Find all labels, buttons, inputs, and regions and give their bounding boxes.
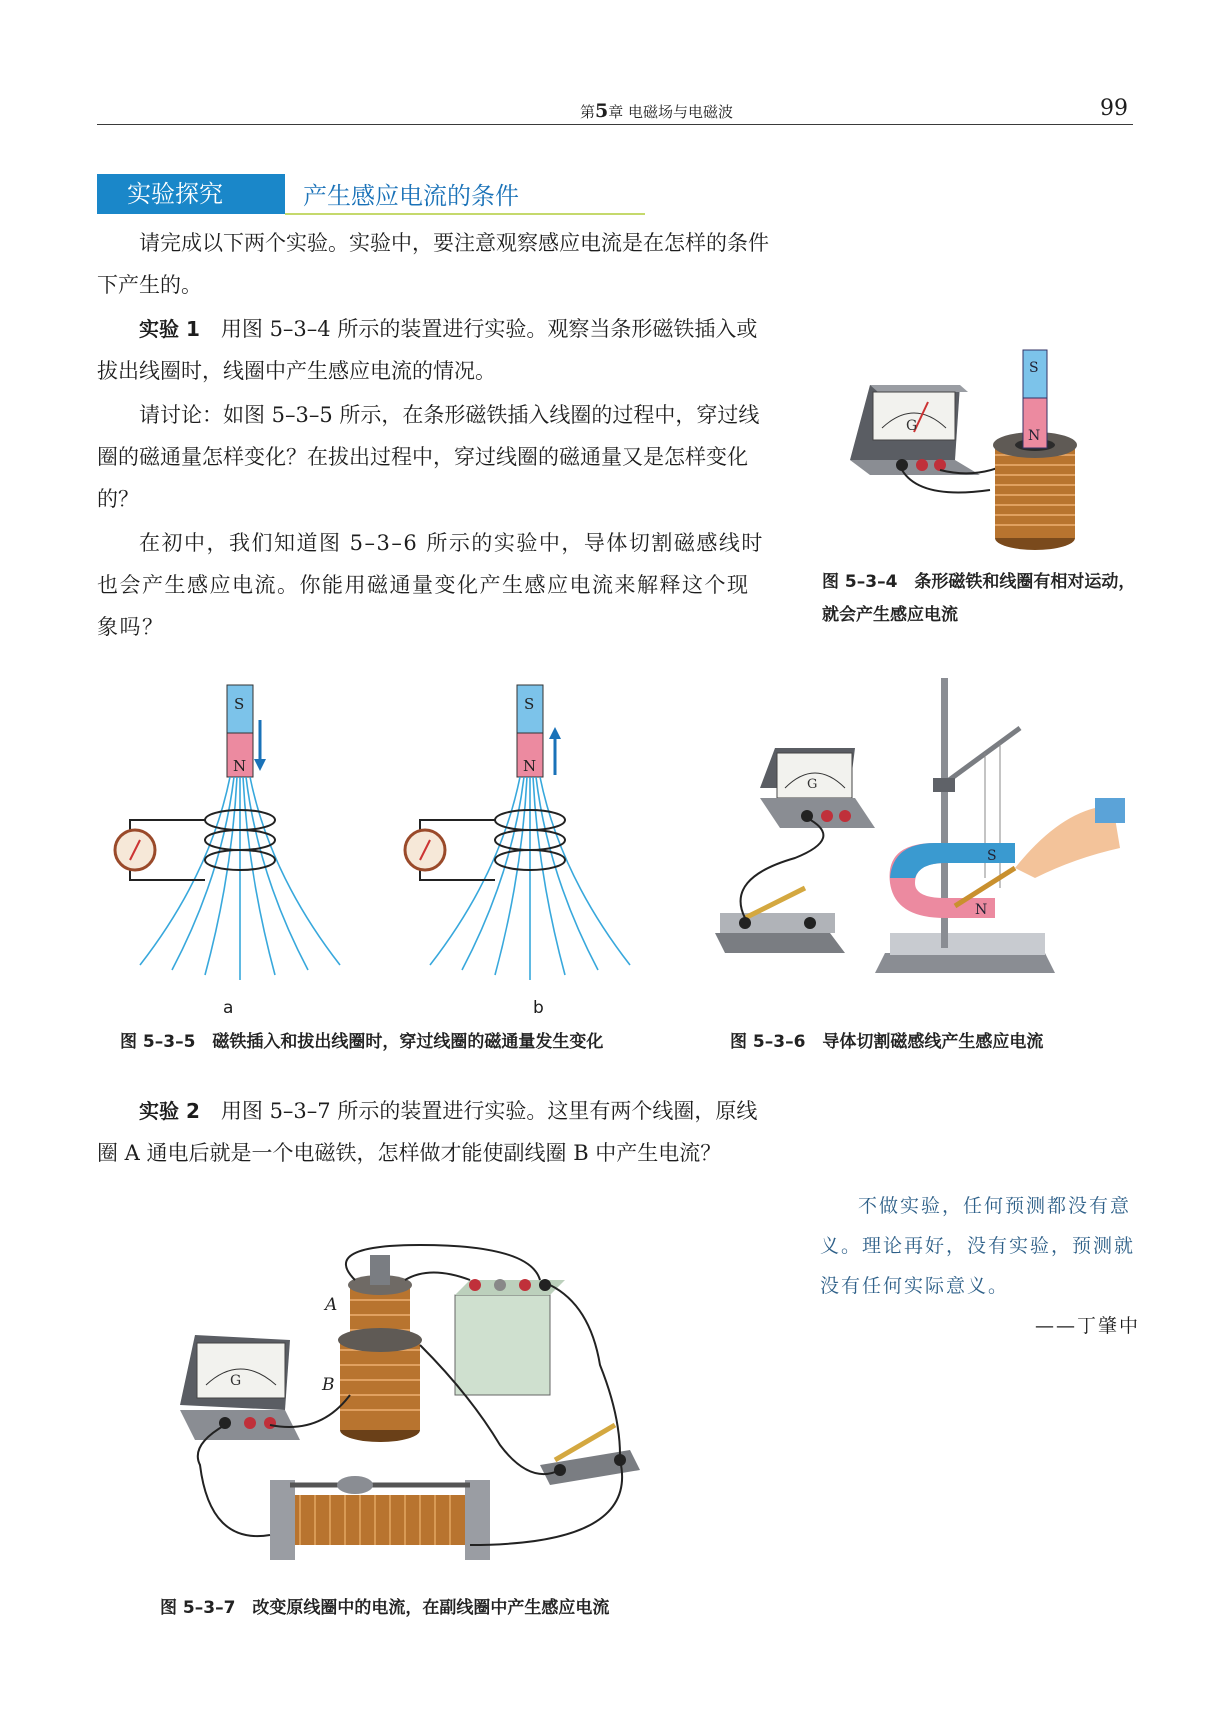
coil-a-b-illustration <box>321 1255 422 1442</box>
page-number: 99 <box>1100 96 1128 121</box>
svg-text:N: N <box>975 902 988 918</box>
running-head <box>580 100 733 122</box>
rheostat-illustration <box>270 1476 490 1560</box>
experiment-1-label: 实验 1 <box>139 317 200 341</box>
quote-author: ——丁肇中 <box>1034 1315 1140 1337</box>
figure-5-3-5-panel-a <box>115 685 340 980</box>
retort-stand-illustration <box>875 678 1055 973</box>
quote-text: 不做实验，任何预测都没有意义。理论再好，没有实验，预测就没有任何实际意义。 <box>820 1195 1136 1297</box>
bar-magnet <box>1023 350 1047 448</box>
coil-illustration <box>993 432 1077 550</box>
knife-switch-illustration <box>540 1425 640 1485</box>
svg-text:G: G <box>807 777 818 792</box>
intro-paragraph <box>97 222 769 306</box>
intro-text: 请完成以下两个实验。实验中，要注意观察感应电流是在怎样的条件下产生的。 <box>97 231 769 297</box>
svg-text:N: N <box>233 757 247 775</box>
figure-5-3-4 <box>840 340 1110 560</box>
galvanometer-illustration <box>850 385 980 475</box>
galvanometer-illustration <box>760 748 875 828</box>
figure-5-3-4-caption: 图 5–3–4 条形磁铁和线圈有相对运动，就会产生感应电流 <box>822 572 1136 625</box>
section-tag: 实验探究 <box>97 174 285 214</box>
magnet-pole-n: N <box>1028 428 1041 444</box>
chapter-suffix: 章 <box>608 103 624 121</box>
experiment-2-text: 用图 5–3–7 所示的装置进行实验。这里有两个线圈，原线圈 A 通电后就是一个电磁铁，怎样做才能使副线圈 B 中产生电流？ <box>97 1099 758 1165</box>
section-title-underline <box>285 213 645 215</box>
experiment-1-text: 用图 5–3–4 所示的装置进行实验。观察当条形磁铁插入或拔出线圈时，线圈中产生感应电流的情况。 <box>97 317 758 383</box>
section-title: 产生感应电流的条件 <box>303 182 519 210</box>
galvanometer-illustration <box>180 1335 300 1440</box>
section-banner <box>97 174 647 215</box>
figure-5-3-5-label-b: b <box>533 998 544 1018</box>
svg-text:S: S <box>987 848 997 864</box>
sidebar-quote <box>820 1186 1140 1346</box>
coil-b-label: B <box>322 1375 335 1395</box>
arrow-down-icon <box>254 759 266 771</box>
discussion-paragraph <box>97 394 769 520</box>
galvanometer-letter: G <box>906 418 918 434</box>
chapter-number: 5 <box>595 100 609 122</box>
coil-a-label: A <box>325 1295 338 1315</box>
discussion-text: 请讨论：如图 5–3–5 所示，在条形磁铁插入线圈的过程中，穿过线圈的磁通量怎样变化？在拔出过程中，穿过线圈的磁通量又是怎样变化的？ <box>97 403 760 511</box>
svg-text:S: S <box>234 695 245 713</box>
knife-switch-illustration <box>715 888 845 953</box>
junior-paragraph <box>97 522 769 648</box>
experiment-2-paragraph <box>97 1090 769 1174</box>
experiment-1-paragraph <box>97 308 769 392</box>
figure-5-3-5 <box>110 675 710 995</box>
figure-5-3-5-caption: 图 5–3–5 磁铁插入和拔出线圈时，穿过线圈的磁通量发生变化 <box>120 1032 604 1052</box>
magnet-pole-s: S <box>1029 360 1039 376</box>
chapter-title: 电磁场与电磁波 <box>628 103 734 121</box>
arrow-up-icon <box>549 727 561 739</box>
junior-text: 在初中，我们知道图 5–3–6 所示的实验中，导体切割磁感线时也会产生感应电流。你能用磁通量变化产生感应电流来解释这个现象吗？ <box>97 531 764 639</box>
figure-5-3-5-label-a: a <box>223 998 234 1018</box>
experiment-2-label: 实验 2 <box>139 1099 200 1123</box>
svg-text:G: G <box>230 1373 242 1389</box>
chapter-prefix: 第 <box>580 103 596 121</box>
header-divider <box>97 124 1133 125</box>
svg-text:S: S <box>524 695 535 713</box>
battery-illustration <box>455 1279 565 1395</box>
figure-5-3-5-panel-b <box>405 685 630 980</box>
figure-5-3-6-caption: 图 5–3–6 导体切割磁感线产生感应电流 <box>730 1032 1044 1052</box>
figure-5-3-6 <box>715 678 1125 988</box>
svg-text:N: N <box>523 757 537 775</box>
figure-5-3-7-caption: 图 5–3–7 改变原线圈中的电流，在副线圈中产生感应电流 <box>160 1598 610 1618</box>
figure-5-3-7 <box>170 1245 710 1575</box>
